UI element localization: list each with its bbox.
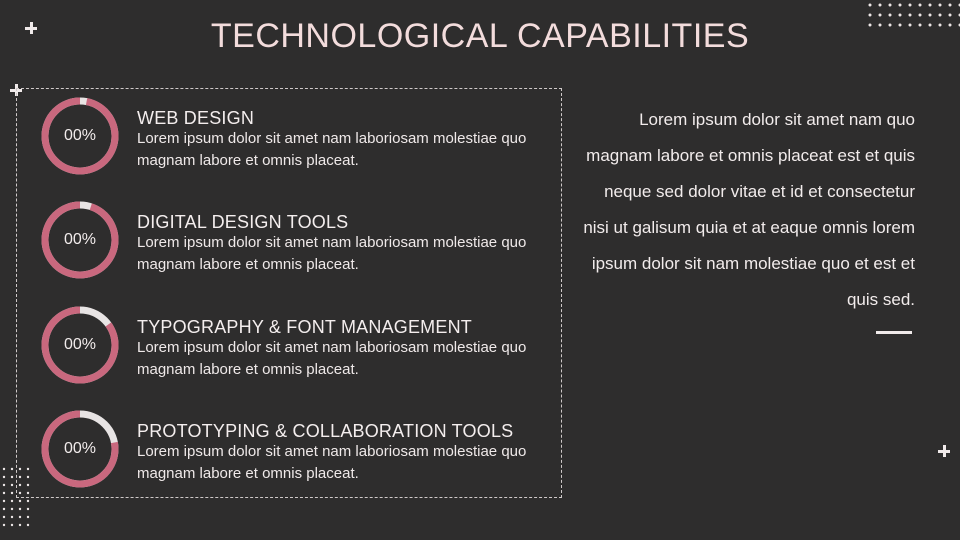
capability-description: Lorem ipsum dolor sit amet nam laboriosam molestiae quo magnam labore et omnis placeat.: [137, 234, 527, 273]
progress-percent-label: 00%: [63, 231, 97, 248]
dot: [869, 14, 872, 17]
dot: [879, 14, 882, 17]
dot-grid-top-right: [866, 0, 960, 34]
dot: [909, 14, 912, 17]
dot: [11, 524, 13, 526]
dot: [919, 4, 922, 7]
dot: [909, 24, 912, 27]
dot: [3, 524, 5, 526]
dot: [889, 24, 892, 27]
dot: [3, 500, 5, 502]
dot: [11, 508, 13, 510]
progress-percent-label: 00%: [63, 440, 97, 457]
dot: [3, 484, 5, 486]
dot: [899, 14, 902, 17]
dot: [11, 500, 13, 502]
dot: [3, 468, 5, 470]
dot: [11, 476, 13, 478]
capability-item: [40, 305, 560, 385]
dot: [949, 14, 952, 17]
slide-title: TECHNOLOGICAL CAPABILITIES: [210, 17, 750, 55]
dot: [949, 4, 952, 7]
dot: [19, 508, 21, 510]
progress-ring: [40, 305, 120, 385]
dot: [939, 14, 942, 17]
capability-item: [40, 200, 560, 280]
capability-heading: PROTOTYPING & COLLABORATION TOOLS: [137, 421, 514, 441]
dot: [3, 516, 5, 518]
dot: [919, 14, 922, 17]
dot: [11, 492, 13, 494]
capability-item: [40, 96, 560, 176]
progress-percent-label: 00%: [63, 127, 97, 144]
dot: [899, 24, 902, 27]
dot: [3, 476, 5, 478]
dot: [19, 516, 21, 518]
dot: [27, 516, 29, 518]
capability-heading: TYPOGRAPHY & FONT MANAGEMENT: [137, 317, 472, 337]
dot: [929, 4, 932, 7]
dot: [939, 4, 942, 7]
plus-icon: [25, 22, 37, 34]
dot: [19, 524, 21, 526]
capability-description: Lorem ipsum dolor sit amet nam laboriosam molestiae quo magnam labore et omnis placeat.: [137, 130, 527, 169]
dot: [929, 14, 932, 17]
progress-ring: [40, 96, 120, 176]
accent-dash: [876, 331, 912, 334]
dot: [929, 24, 932, 27]
dot: [27, 500, 29, 502]
dot: [879, 24, 882, 27]
dot: [879, 4, 882, 7]
dot: [899, 4, 902, 7]
plus-icon: [938, 445, 950, 457]
capability-heading: WEB DESIGN: [137, 108, 255, 128]
dot: [919, 24, 922, 27]
dot: [909, 4, 912, 7]
capability-item: [40, 409, 560, 489]
dot: [869, 24, 872, 27]
dot: [3, 508, 5, 510]
dot: [19, 500, 21, 502]
progress-percent-label: 00%: [63, 336, 97, 353]
progress-ring: [40, 200, 120, 280]
dot: [949, 24, 952, 27]
progress-ring: [40, 409, 120, 489]
dot: [889, 14, 892, 17]
dot: [939, 24, 942, 27]
capability-heading: DIGITAL DESIGN TOOLS: [137, 212, 349, 232]
dot: [869, 4, 872, 7]
capability-description: Lorem ipsum dolor sit amet nam laboriosam molestiae quo magnam labore et omnis placeat.: [137, 443, 527, 482]
side-paragraph: Lorem ipsum dolor sit amet nam quo magnam labore et omnis placeat est et quis neque sed dolor vitae et id et consectetur nisi ut galisum quia et at eaque omnis lorem ipsum dolor sit nam molestiae quo et est et quis sed.: [583, 110, 915, 309]
capability-description: Lorem ipsum dolor sit amet nam laboriosam molestiae quo magnam labore et omnis placeat.: [137, 339, 527, 378]
dot: [11, 468, 13, 470]
dot: [11, 516, 13, 518]
dot: [11, 484, 13, 486]
dot: [27, 508, 29, 510]
dot: [3, 492, 5, 494]
dot: [27, 524, 29, 526]
dot: [889, 4, 892, 7]
